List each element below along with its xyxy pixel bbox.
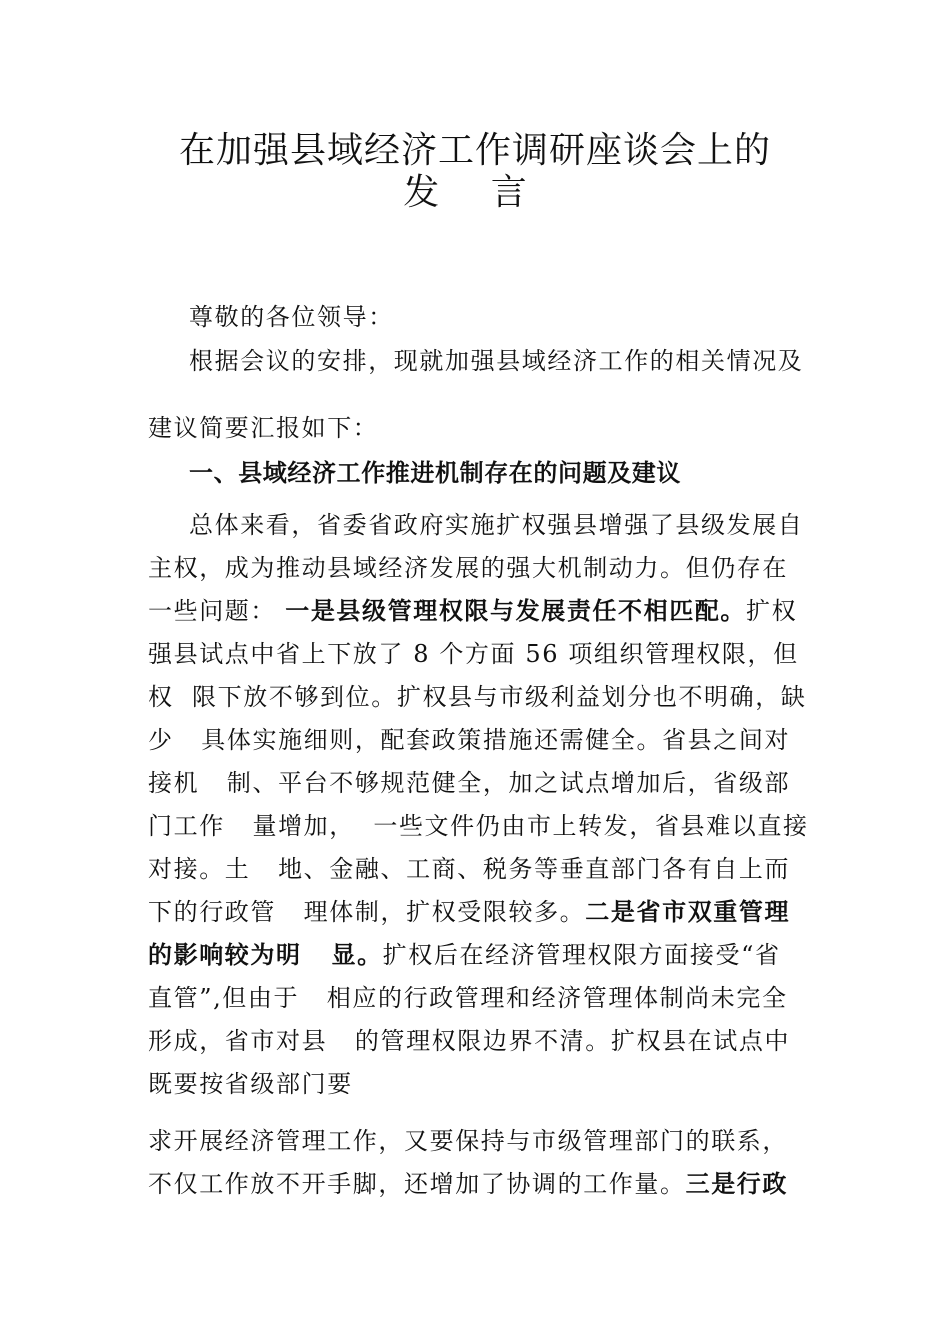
bold-point-1: 一是县级管理权限与发展责任不相匹配。 [285, 596, 747, 625]
body-line: 既要按省级部门要 [148, 1070, 353, 1098]
body-text: 下的行政管 理体制，扩权受限较多。 [148, 898, 586, 926]
body-line: 主权，成为推动县域经济发展的强大机制动力。但仍存在 [148, 554, 788, 582]
body-text: 不仅工作放不开手脚，还增加了协调的工作量。 [148, 1170, 686, 1198]
body-line: 接机 制、平台不够规范健全，加之试点增加后，省级部 [148, 769, 791, 797]
bold-point-3: 三是行政 [685, 1169, 789, 1198]
intro-paragraph-line-1: 根据会议的安排，现就加强县域经济工作的相关情况及 [189, 347, 804, 375]
bold-point-2-cont: 的影响较为明 显。 [148, 940, 383, 969]
body-line [148, 1169, 788, 1199]
document-title-line-1: 在加强县域经济工作调研座谈会上的 [178, 130, 771, 171]
body-line: 强县试点中省上下放了 8 个方面 56 项组织管理权限，但 [148, 640, 799, 668]
body-line: 求开展经济管理工作，又要保持与市级管理部门的联系， [148, 1127, 788, 1155]
salutation: 尊敬的各位领导： [189, 303, 394, 331]
body-line [148, 596, 797, 626]
intro-paragraph-line-2: 建议简要汇报如下： [148, 414, 379, 442]
body-text: 扩权后在经济管理权限方面接受“省 [382, 941, 781, 969]
body-line: 直管”,但由于 相应的行政管理和经济管理体制尚未完全 [148, 984, 788, 1012]
body-line: 权 限下放不够到位。扩权县与市级利益划分也不明确，缺 [148, 683, 807, 711]
body-line [148, 897, 790, 927]
body-text: 扩权 [746, 597, 798, 625]
document-title-line-2: 发 言 [403, 172, 547, 213]
bold-point-2: 二是省市双重管理 [585, 897, 791, 926]
body-line: 少 具体实施细则，配套政策措施还需健全。省县之间对 [148, 726, 791, 754]
body-line [148, 940, 781, 970]
body-line: 形成，省市对县 的管理权限边界不清。扩权县在试点中 [148, 1027, 791, 1055]
body-line: 总体来看，省委省政府实施扩权强县增强了县级发展自 [189, 511, 804, 539]
body-line: 门工作 量增加， 一些文件仍由市上转发，省县难以直接 [148, 812, 809, 840]
body-line: 对接。土 地、金融、工商、税务等垂直部门各有自上而 [148, 855, 791, 883]
body-text: 一些问题： [148, 597, 276, 625]
section-1-heading: 一、县域经济工作推进机制存在的问题及建议 [189, 459, 681, 487]
